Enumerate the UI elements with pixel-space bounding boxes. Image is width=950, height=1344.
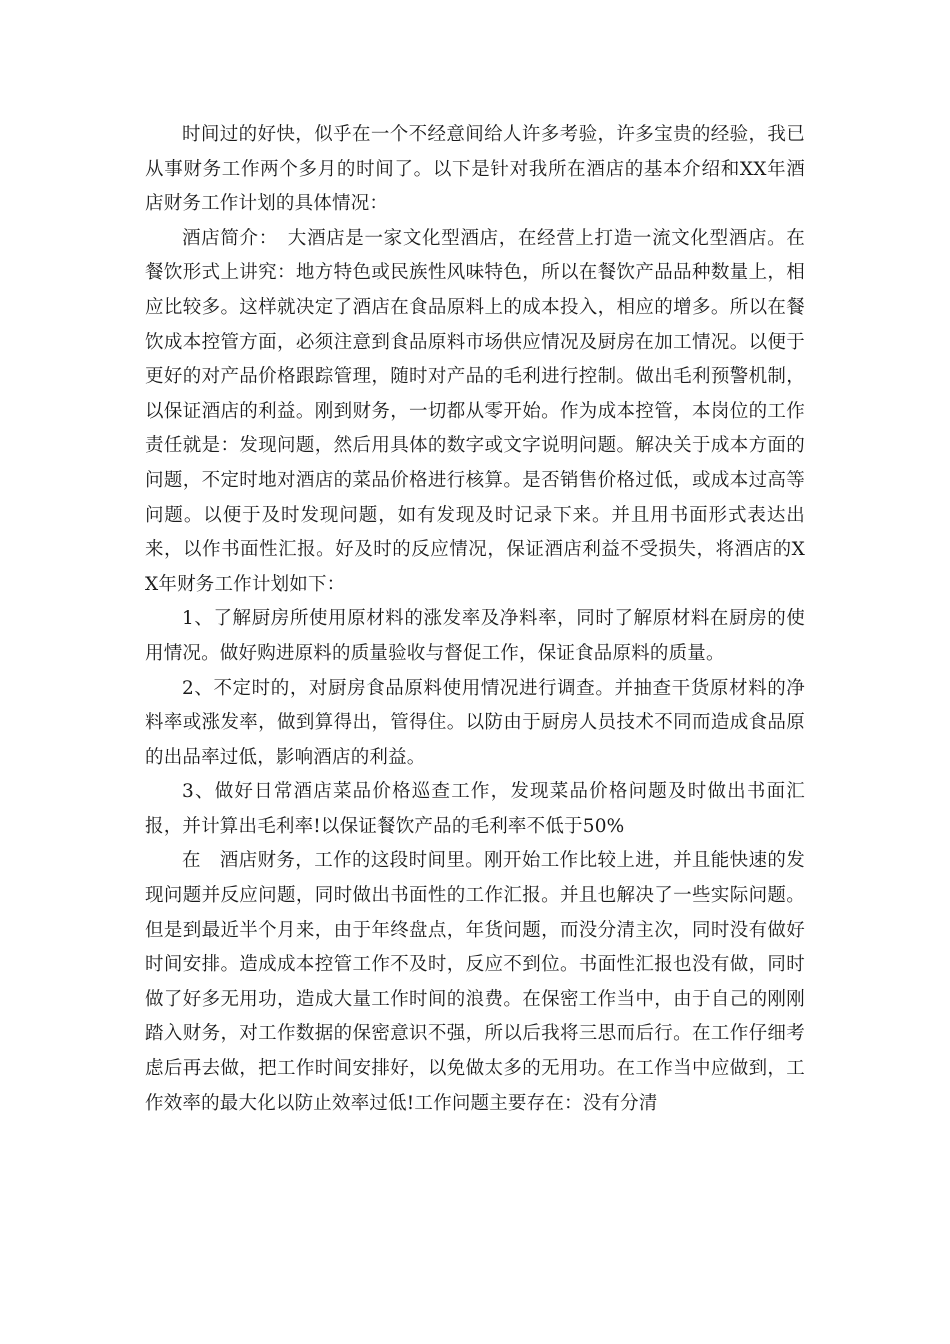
document-body (145, 118, 805, 1121)
paragraph-plan-item-3: 3、做好日常酒店菜品价格巡查工作，发现菜品价格问题及时做出书面汇报，并计算出毛利率!以保证餐饮产品的毛利率不低于50% (145, 781, 805, 837)
paragraph-intro: 时间过的好快，似乎在一个不经意间给人许多考验，许多宝贵的经验，我已从事财务工作两个多月的时间了。以下是针对我所在酒店的基本介绍和XX年酒店财务工作计划的具体情况： (145, 124, 805, 215)
paragraph-work-review: 在 酒店财务，工作的这段时间里。刚开始工作比较上进，并且能快速的发现问题并反应问题，同时做出书面性的工作汇报。并且也解决了一些实际问题。但是到最近半个月来，由于年终盘点，年货问题，而没分清主次，同时没有做好时间安排。造成成本控管工作不及时，反应不到位。书面性汇报也没有做，同时做了好多无用功，造成大量工作时间的浪费。在保密工作当中，由于自己的刚刚踏入财务，对工作数据的保密意识不强，所以后我将三思而后行。在工作仔细考虑后再去做，把工作时间安排好，以免做太多的无用功。在工作当中应做到，工作效率的最大化以防止效率过低!工作问题主要存在：没有分清 (145, 850, 805, 1114)
paragraph-plan-item-2: 2、不定时的，对厨房食品原料使用情况进行调查。并抽查干货原材料的净料率或涨发率，做到算得出，管得住。以防由于厨房人员技术不同而造成食品原的出品率过低，影响酒店的利益。 (145, 677, 805, 768)
paragraph-hotel-profile: 酒店简介： 大酒店是一家文化型酒店，在经营上打造一流文化型酒店。在餐饮形式上讲究：地方特色或民族性风味特色，所以在餐饮产品品种数量上，相应比较多。这样就决定了酒店在食品原料上的成本投入，相应的增多。所以在餐饮成本控管方面，必须注意到食品原料市场供应情况及厨房在加工情况。以便于更好的对产品价格跟踪管理，随时对产品的毛利进行控制。做出毛利预警机制，以保证酒店的利益。刚到财务，一切都从零开始。作为成本控管，本岗位的工作责任就是：发现问题，然后用具体的数字或文字说明问题。解决关于成本方面的问题，不定时地对酒店的菜品价格进行核算。是否销售价格过低，或成本过高等问题。以便于及时发现问题，如有发现及时记录下来。并且用书面形式表达出来，以作书面性汇报。好及时的反应情况，保证酒店利益不受损失，将酒店的XX年财务工作计划如下： (145, 227, 805, 595)
paragraph-plan-item-1: 1、了解厨房所使用原材料的涨发率及净料率，同时了解原材料在厨房的使用情况。做好购进原料的质量验收与督促工作，保证食品原料的质量。 (145, 608, 805, 664)
